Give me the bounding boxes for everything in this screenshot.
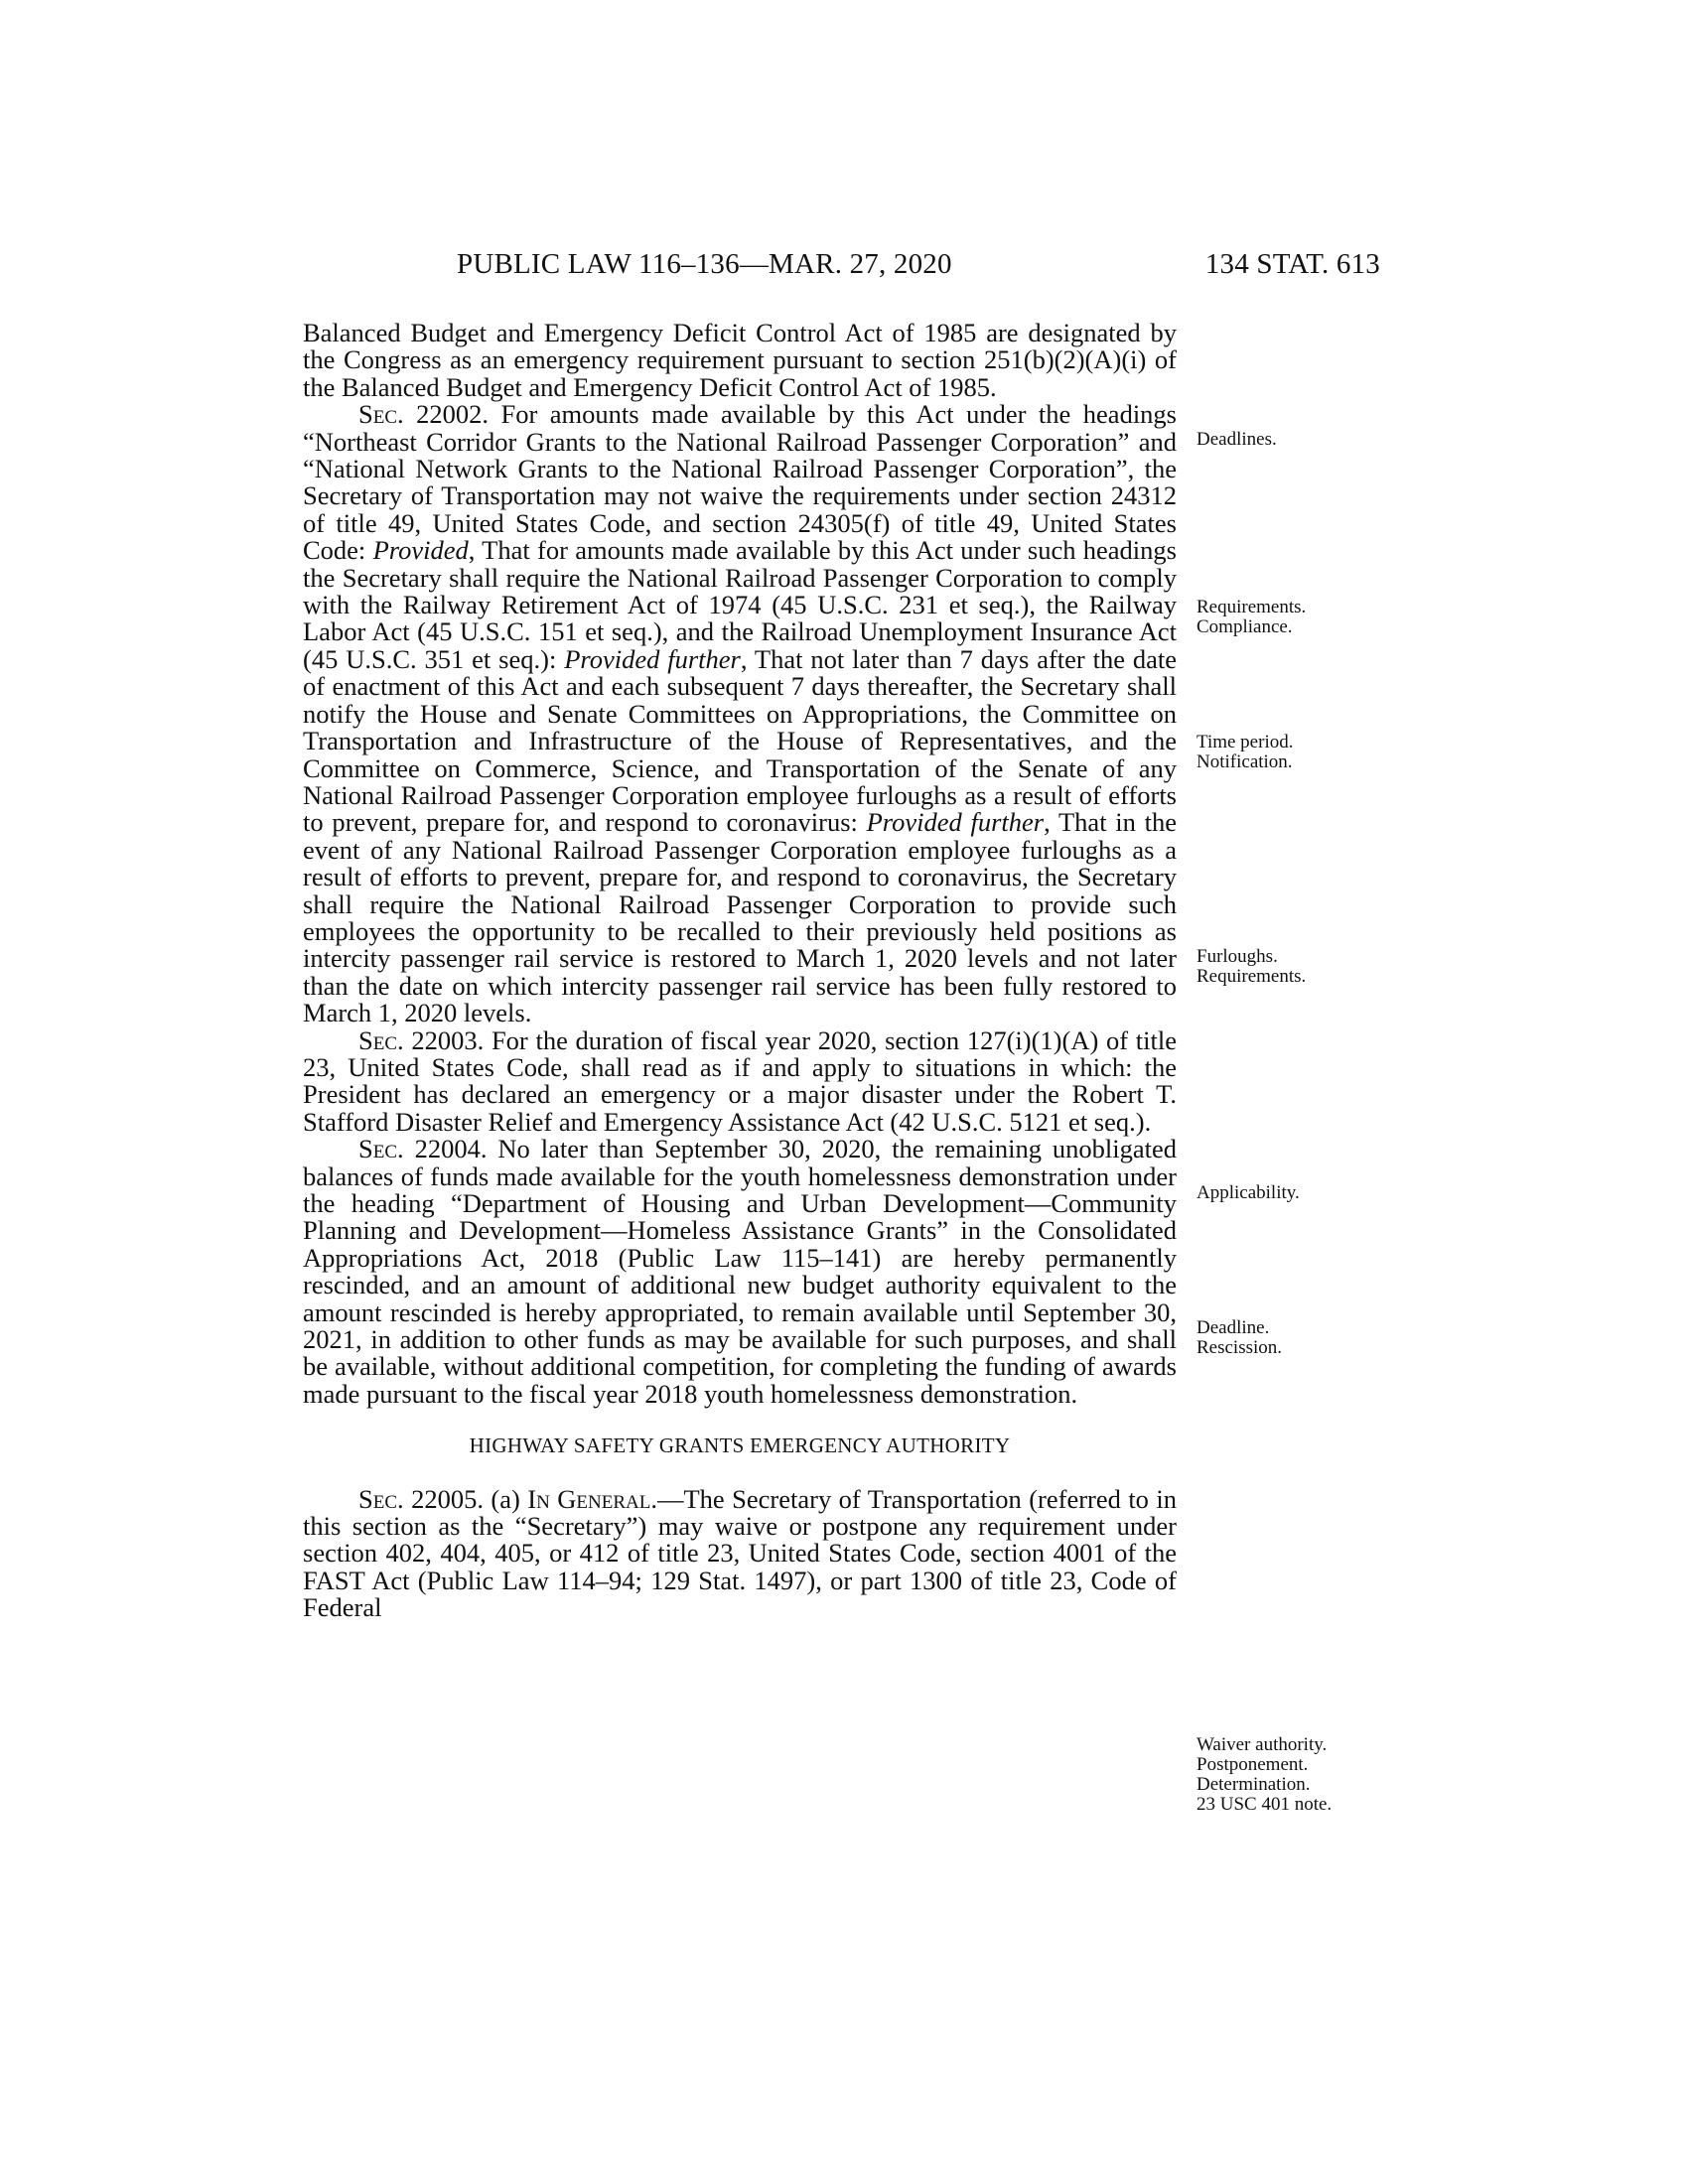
section-text: 22002. For amounts made available by this Act under the headings “Northeast Corridor Grants to the National Railroad Passenger Corporation” and “National Network Grants to the National Railroad Passenger Corporation”, the Secretary of Transportation may not waive the requirements under section 24312 of title 49, United States Code, and section 24305(f) of title 49, United States Code: [303, 399, 1177, 566]
sec-label: Sec. [358, 399, 404, 430]
margin-note-deadlines [1196, 430, 1395, 450]
margin-note-requirements [1196, 598, 1395, 637]
margin-note-line: Waiver authority. [1196, 1734, 1328, 1755]
paragraph-continued: Balanced Budget and Emergency Deficit Control Act of 1985 are designated by the Congress as an emergency requirement pursuant to section 251(b)(2)(A)(i) of the Balanced Budget and Emergency Deficit Control Act of 1985. [303, 318, 1177, 402]
margin-note-line: Compliance. [1196, 616, 1293, 637]
section-heading: HIGHWAY SAFETY GRANTS EMERGENCY AUTHORITY [469, 1433, 1011, 1458]
margin-note-line: Postponement. [1196, 1754, 1309, 1775]
margin-note-line: Deadline. [1196, 1317, 1270, 1338]
section-22002 [303, 401, 1177, 1026]
running-head [298, 248, 1380, 288]
section-text: , That for amounts made available by this Act under such headings the Secretary shall require the National Railroad Passenger Corporation to comply with the Railway Retirement Act of 1974 (45 U.S.C. 231 et seq.), the Railway Labor Act (45 U.S.C. 151 et seq.), and the Railroad Unemployment Insurance Act (45 U.S.C. 351 et seq.): [303, 535, 1177, 674]
margin-note-line: Deadlines. [1196, 429, 1277, 450]
page-folio: 134 STAT. 613 [1204, 248, 1380, 280]
margin-note-line: Time period. [1196, 732, 1294, 752]
sec-label: Sec. [358, 1024, 404, 1055]
margin-note-furloughs [1196, 947, 1395, 987]
margin-note-applicability [1196, 1183, 1395, 1203]
margin-note-line: Requirements. [1196, 966, 1307, 987]
section-text: , That not later than 7 days after the date of enactment of this Act and each subsequent 7 days thereafter, the Secretary shall notify the House and Senate Committees on Appropriations, the Committee on Transportation and Infrastructure of the House of Representatives, and the Committee on Commerce, Science, and Transportation of the Senate of any National Railroad Passenger Corporation employee furloughs as a result of efforts to prevent, prepare for, and respond to coronavirus: [303, 643, 1178, 838]
margin-note-waiver [1196, 1735, 1395, 1815]
running-head-title: PUBLIC LAW 116–136—MAR. 27, 2020 [457, 248, 952, 280]
margin-note-line: 23 USC 401 note. [1196, 1794, 1333, 1815]
margin-note-line: Applicability. [1196, 1182, 1300, 1203]
section-22003 [303, 1024, 1177, 1137]
section-text: 22004. No later than September 30, 2020, the remaining unobligated balances of funds made available for the youth homelessness demonstration under the heading “Department of Housing and Urban Development—Community Planning and Development—Homeless Assistance Grants” in the Consolidated Appropriations Act, 2018 (Public Law 115–141) are hereby permanently rescinded, and an amount of additional new budget authority equivalent to the amount rescinded is hereby appropriated, to remain available until September 30, 2021, in addition to other funds as may be available for such purposes, and shall be available, without additional competition, for completing the funding of awards made pursuant to the fiscal year 2018 youth homelessness demonstration. [303, 1134, 1177, 1409]
margin-note-deadline [1196, 1318, 1395, 1358]
section-text: , That in the event of any National Railroad Passenger Corporation employee furloughs as a result of efforts to prevent, prepare for, and respond to coronavirus, the Secretary shall require the National Railroad Passenger Corporation to provide such employees the opportunity to be recalled to their previously held positions as intercity passenger rail service is restored to March 1, 2020 levels and not later than the date on which intercity passenger rail service has been fully restored to March 1, 2020 levels. [303, 807, 1177, 1028]
margin-note-line: Notification. [1196, 751, 1293, 772]
margin-note-line: Furloughs. [1196, 946, 1278, 967]
proviso-italic: Provided further [866, 807, 1045, 838]
margin-note-time-period [1196, 733, 1395, 772]
section-text: 22003. For the duration of fiscal year 2020, section 127(i)(1)(A) of title 23, United States Code, shall read as if and apply to situations in which: the President has declared an emergency or a major disaster under the Robert T. Stafford Disaster Relief and Emergency Assistance Act (42 U.S.C. 5121 et seq.). [303, 1024, 1177, 1137]
section-text: 22005. (a) [403, 1483, 528, 1514]
margin-note-line: Requirements. [1196, 597, 1307, 617]
section-22005 [303, 1483, 1177, 1623]
section-text: .—The Secretary of Transportation (referred to in this section as the “Secretary”) may waive or postpone any requirement under section 402, 404, 405, or 412 of title 23, United States Code, section 4001 of the FAST Act (Public Law 114–94; 129 Stat. 1497), or part 1300 of title 23, Code of Federal [303, 1483, 1177, 1623]
margin-note-line: Determination. [1196, 1774, 1311, 1795]
subsection-heading: In General [527, 1483, 651, 1514]
sec-label: Sec. [358, 1483, 404, 1514]
proviso-italic: Provided [372, 535, 469, 566]
section-22004 [303, 1136, 1177, 1408]
proviso-italic: Provided further [564, 643, 741, 674]
sec-label: Sec. [358, 1134, 404, 1164]
statute-body [303, 320, 1177, 1622]
margin-note-line: Rescission. [1196, 1337, 1283, 1358]
